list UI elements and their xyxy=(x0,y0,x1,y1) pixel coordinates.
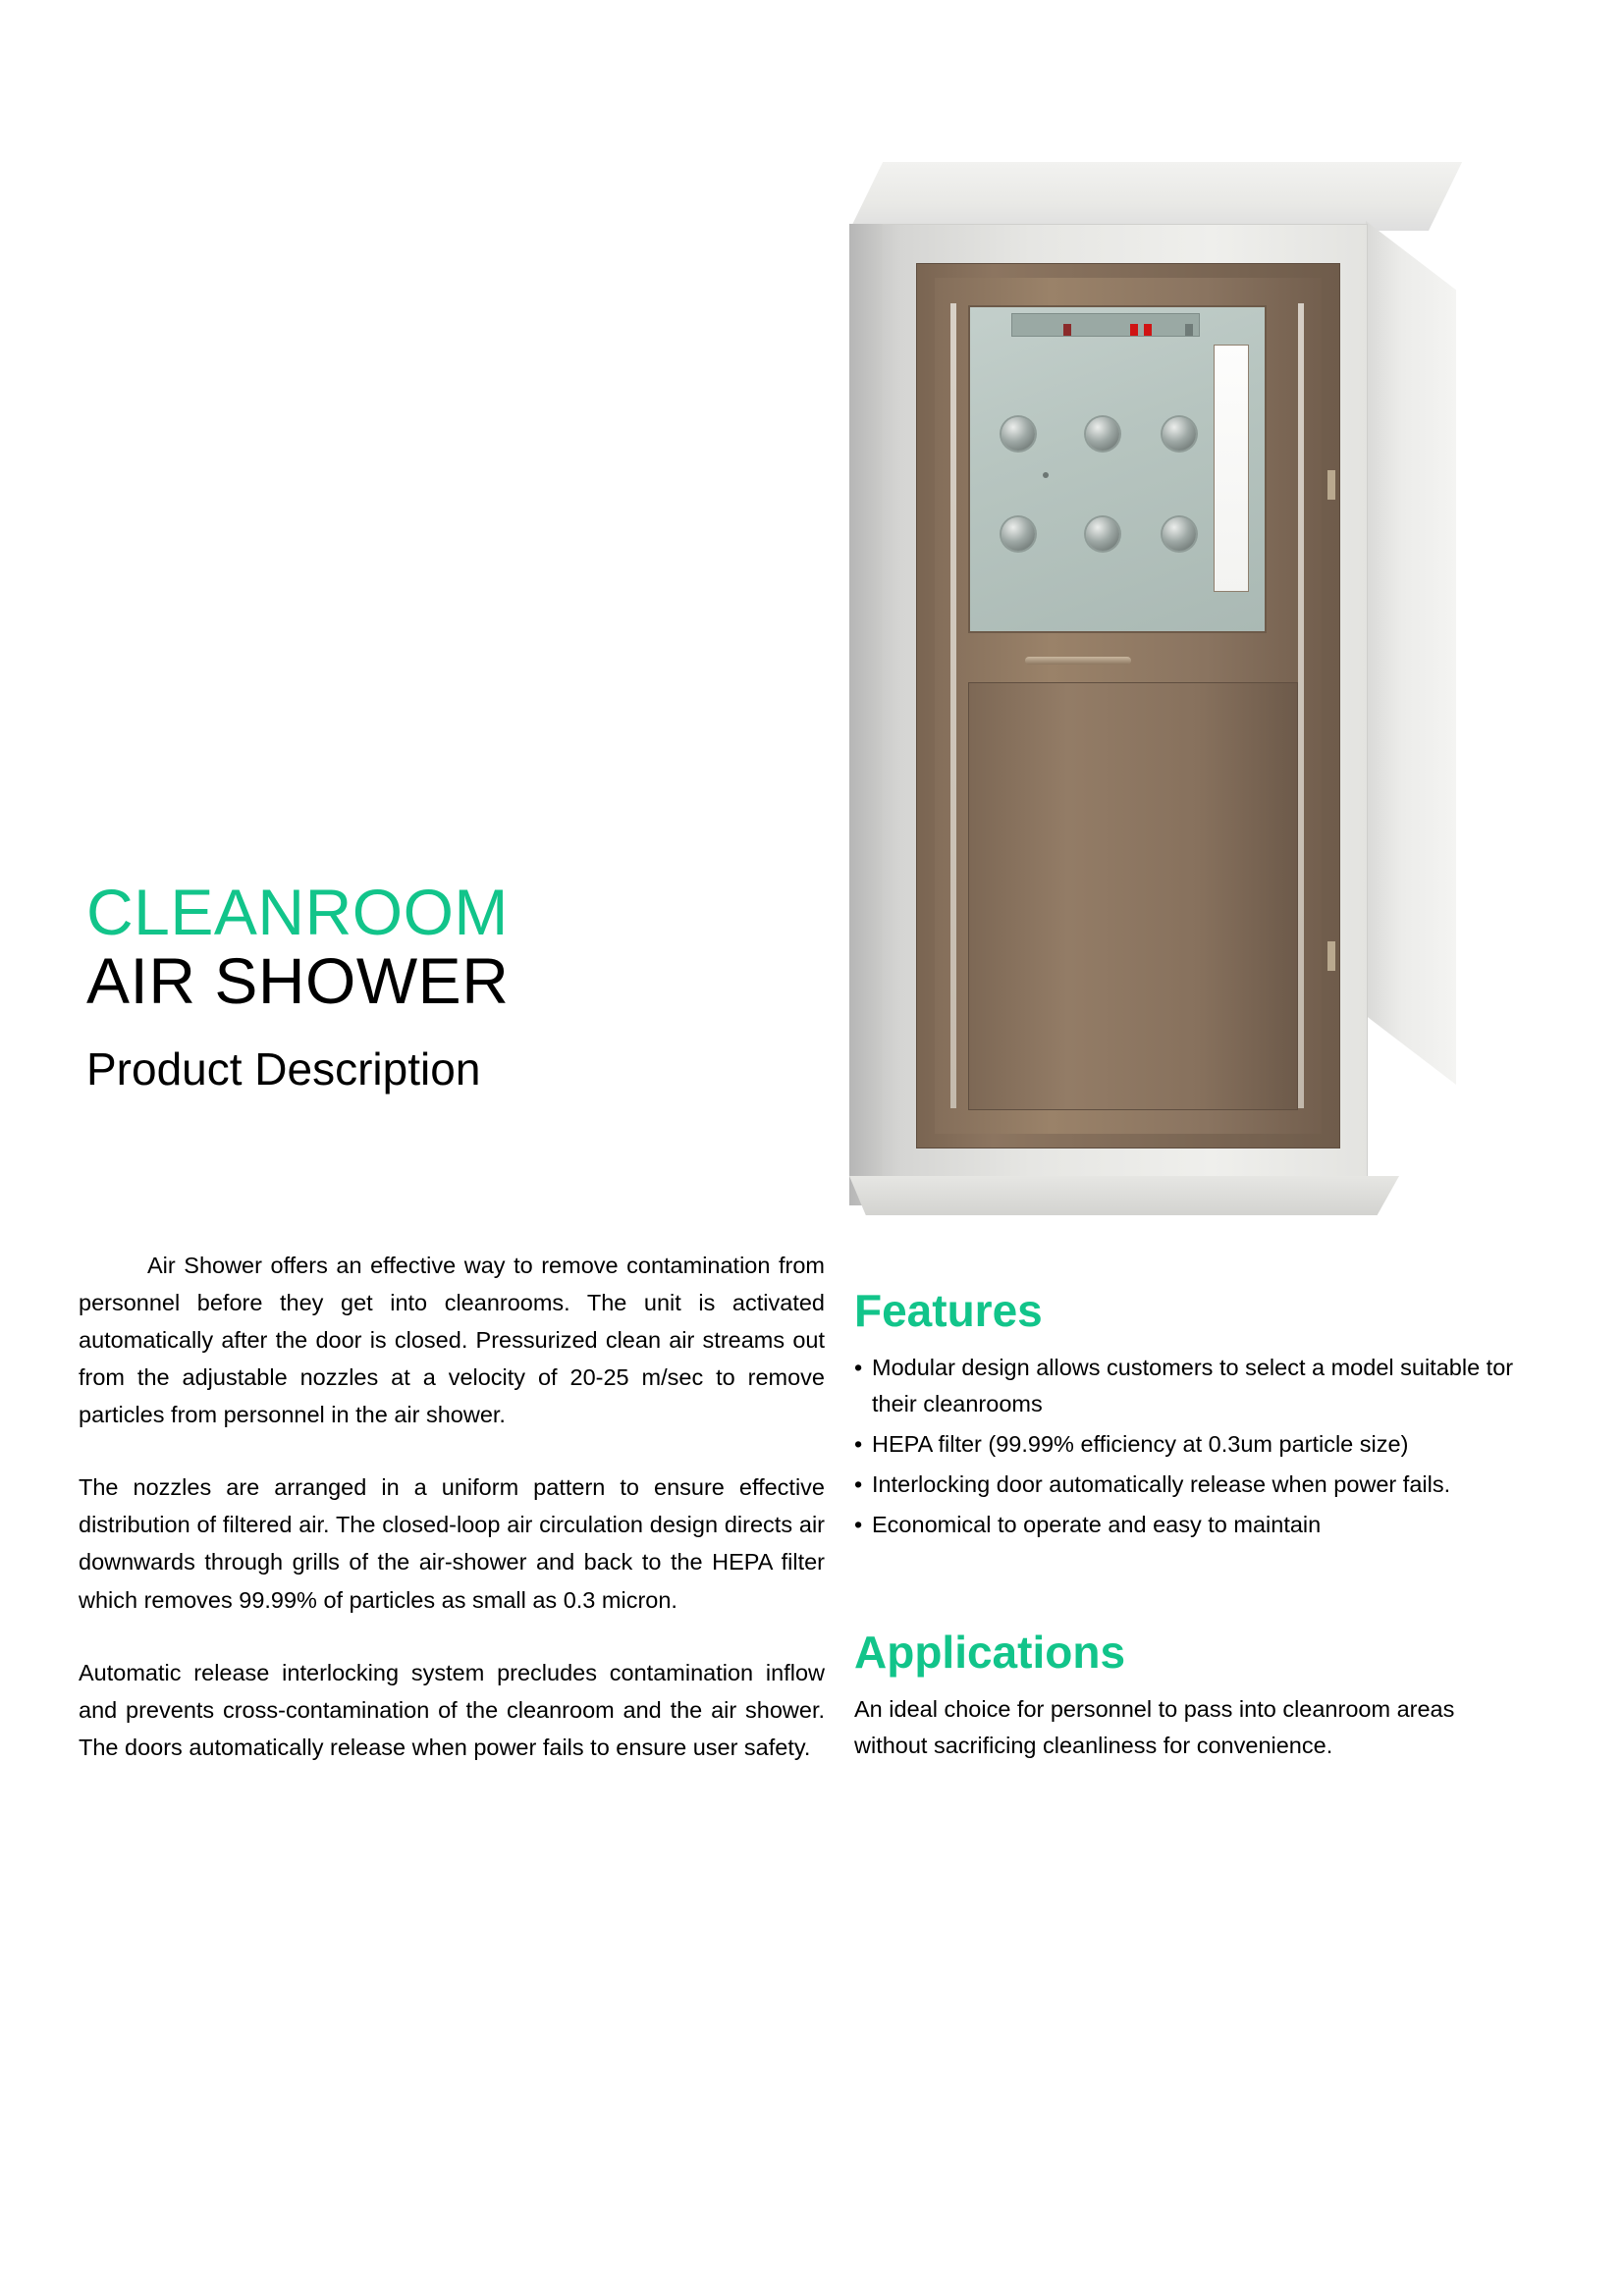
interior-light-strip xyxy=(1214,345,1249,592)
door-panel xyxy=(935,278,1322,1134)
door-frame xyxy=(916,263,1340,1148)
list-item: • HEPA filter (99.99% efficiency at 0.3um particle size) xyxy=(854,1426,1532,1463)
indicator-led-2 xyxy=(1130,324,1138,336)
product-description-body xyxy=(79,1247,825,1766)
product-photo xyxy=(828,137,1456,1242)
cabinet-top-panel xyxy=(849,162,1462,231)
door-window xyxy=(968,305,1267,633)
list-item: • Interlocking door automatically release when power fails. xyxy=(854,1467,1532,1503)
description-paragraph-3: Automatic release interlocking system precludes contamination inflow and prevents cross-contamination of the cleanroom and the air shower. The doors automatically release when power fails to ensure user safety. xyxy=(79,1659,825,1760)
section-heading-features: Features xyxy=(854,1285,1043,1336)
description-paragraph-2: The nozzles are arranged in a uniform pattern to ensure effective distribution of filtered air. The closed-loop air circulation design directs air downwards through grills of the air-shower and back to the HEPA filter which removes 99.99% of particles as small as 0.3 micron. xyxy=(79,1474,825,1613)
cabinet-base xyxy=(849,1176,1399,1215)
air-nozzle xyxy=(1001,417,1035,451)
title-block xyxy=(86,876,803,1095)
description-paragraph-1: Air Shower offers an effective way to remove contamination from personnel before they get into cleanrooms. The unit is activated automatically after the door is closed. Pressurized clean air streams out from the adjustable nozzles at a velocity of 20-25 m/sec to remove particles from personnel in the air shower. xyxy=(79,1253,825,1428)
features-list xyxy=(854,1350,1532,1544)
door-lower-panel xyxy=(968,682,1298,1110)
list-item: • Economical to operate and easy to maintain xyxy=(854,1507,1532,1543)
control-panel-strip xyxy=(1011,313,1200,337)
right-column xyxy=(854,1286,1532,1764)
air-nozzle xyxy=(1086,417,1119,451)
air-shower-cabinet-image xyxy=(828,137,1456,1242)
door-trim-right xyxy=(1298,303,1304,1108)
page-title-line2: AIR SHOWER xyxy=(86,944,510,1018)
door-hinge xyxy=(1327,470,1335,500)
air-nozzle xyxy=(1163,417,1196,451)
air-nozzle xyxy=(1086,517,1119,551)
applications-block xyxy=(854,1628,1532,1764)
page-title-line1: CLEANROOM xyxy=(86,876,509,948)
door-hinge xyxy=(1327,941,1335,971)
sensor-dot xyxy=(1043,472,1049,478)
indicator-led-4 xyxy=(1185,324,1193,336)
section-heading-product-description: Product Description xyxy=(86,1042,481,1095)
section-heading-applications: Applications xyxy=(854,1627,1126,1679)
indicator-led-1 xyxy=(1063,324,1071,336)
features-block xyxy=(854,1286,1532,1543)
list-item: • Modular design allows customers to select a model suitable tor their cleanrooms xyxy=(854,1350,1532,1422)
applications-text: An ideal choice for personnel to pass into cleanroom areas without sacrificing cleanliness for convenience. xyxy=(854,1695,1455,1758)
door-trim-left xyxy=(950,303,956,1108)
indicator-led-3 xyxy=(1144,324,1152,336)
cabinet-side-panel xyxy=(1366,221,1456,1085)
air-nozzle xyxy=(1001,517,1035,551)
air-nozzle xyxy=(1163,517,1196,551)
cabinet-front-panel xyxy=(849,224,1368,1205)
door-handle xyxy=(1025,657,1131,665)
